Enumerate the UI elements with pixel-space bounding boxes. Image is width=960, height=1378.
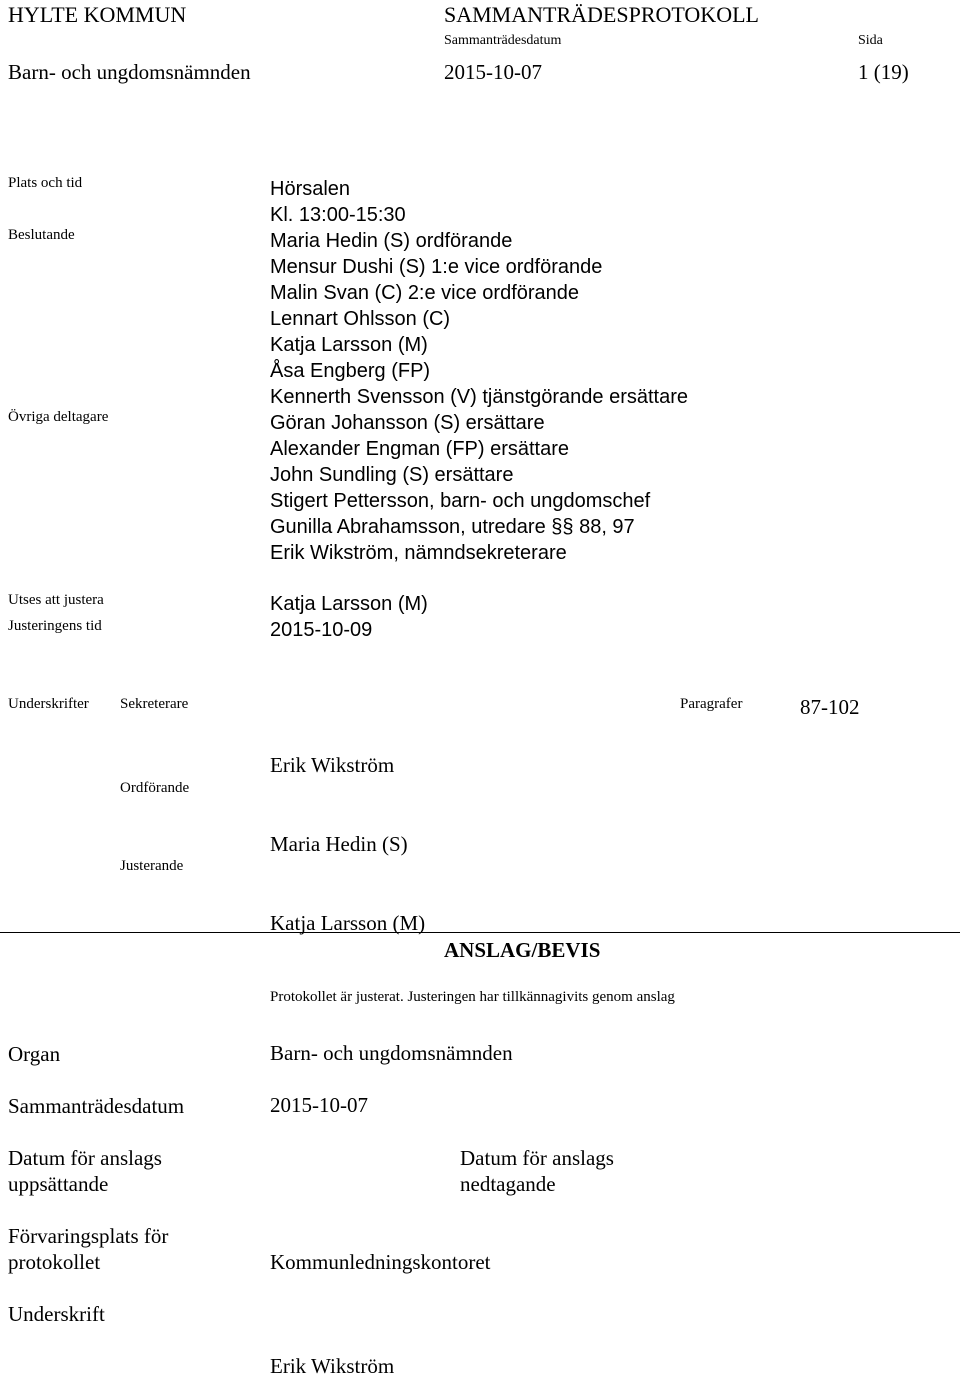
participant-line: Lennart Ohlsson (C) [270,308,451,330]
page-number: 1 (19) [858,60,909,84]
adjust-time-label: Justeringens tid [8,618,102,634]
adjuster-signature-name: Katja Larsson (M) [270,911,426,935]
notice-statement: Protokollet är justerat. Justeringen har tillkännagivits genom anslag [270,989,675,1005]
removed-date-label-line2: nedtagande [460,1172,556,1196]
document-title: SAMMANTRÄDESPROTOKOLL [444,2,759,27]
notice-date-label: Sammanträdesdatum [8,1094,185,1118]
participant-line: Kennerth Svensson (V) tjänstgörande ersättare [270,386,689,408]
committee-name: Barn- och ungdomsnämnden [8,60,251,84]
participant-line: Kl. 13:00-15:30 [270,204,406,226]
notice-date: 2015-10-07 [270,1093,368,1117]
participant-line: John Sundling (S) ersättare [270,464,514,486]
paragraphs-label: Paragrafer [680,696,743,712]
storage-label-line2: protokollet [8,1250,101,1274]
signature-label: Underskrift [8,1302,105,1326]
participant-line: Åsa Engberg (FP) [270,360,431,382]
participant-line: Göran Johansson (S) ersättare [270,412,545,434]
organ-label: Organ [8,1042,61,1066]
meeting-date: 2015-10-07 [444,60,542,84]
other-participants-label: Övriga deltagare [8,409,109,425]
storage-label-line1: Förvaringsplats för [8,1224,169,1248]
adjust-date: 2015-10-09 [270,619,373,641]
participant-line: Maria Hedin (S) ordförande [270,230,513,252]
participant-line: Erik Wikström, nämndsekreterare [270,542,567,564]
adjust-label: Utses att justera [8,592,104,608]
notice-title: ANSLAG/BEVIS [444,938,601,962]
paragraphs-range: 87-102 [800,695,860,719]
chair-name: Maria Hedin (S) [270,832,408,856]
adjuster-signature-label: Justerande [120,858,184,874]
page-label: Sida [858,33,883,48]
posted-date-label-line1: Datum för anslags [8,1146,162,1170]
participant-line: Malin Svan (C) 2:e vice ordförande [270,282,580,304]
municipality-name: HYLTE KOMMUN [8,2,187,27]
chair-label: Ordförande [120,780,190,796]
removed-date-label-line1: Datum för anslags [460,1146,614,1170]
secretary-name: Erik Wikström [270,753,395,777]
posted-date-label-line2: uppsättande [8,1172,109,1196]
participants-list [270,176,688,566]
participant-line: Stigert Pettersson, barn- och ungdomschef [270,490,651,512]
deciding-label: Beslutande [8,227,75,243]
date-label: Sammanträdesdatum [444,33,562,48]
secretary-label: Sekreterare [120,696,189,712]
participant-line: Gunilla Abrahamsson, utredare §§ 88, 97 [270,516,635,538]
divider-line [0,932,960,933]
participant-line: Mensur Dushi (S) 1:e vice ordförande [270,256,603,278]
participant-line: Katja Larsson (M) [270,334,428,356]
organ-value: Barn- och ungdomsnämnden [270,1041,513,1065]
place-time-label: Plats och tid [8,175,83,191]
signatures-label: Underskrifter [8,696,89,712]
signature-name: Erik Wikström [270,1354,395,1378]
participant-line: Alexander Engman (FP) ersättare [270,438,570,460]
participant-line: Hörsalen [270,178,351,200]
storage-value: Kommunledningskontoret [270,1250,491,1274]
adjuster-name: Katja Larsson (M) [270,593,428,615]
